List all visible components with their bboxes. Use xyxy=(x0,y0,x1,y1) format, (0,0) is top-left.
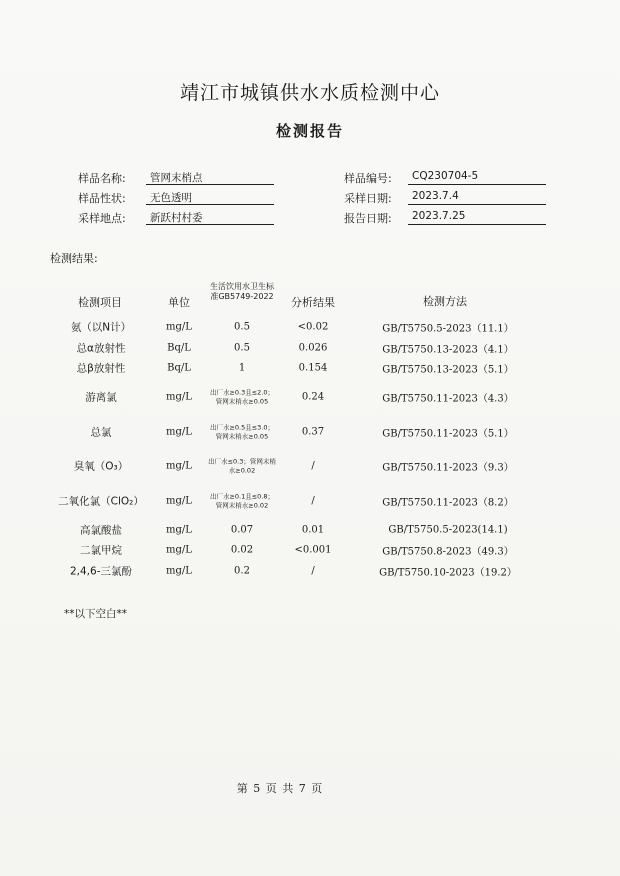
cell-result: 0.01 xyxy=(301,524,325,536)
header-result: 分析结果 xyxy=(291,296,335,309)
cell-standard: 出厂水≥0.1且≤0.8；管网末梢水≥0.02 xyxy=(209,492,275,509)
sample-name-value: 管网末梢点 xyxy=(146,170,274,185)
report-date-label: 报告日期: xyxy=(344,212,392,225)
page-number-footer: 第 5 页 共 7 页 xyxy=(236,782,324,795)
cell-method: GB/T5750.11-2023（4.3） xyxy=(382,393,514,405)
cell-standard: 0.02 xyxy=(230,544,254,556)
cell-standard: 1 xyxy=(238,362,246,374)
cell-result: / xyxy=(311,495,315,507)
header-standard: 生活饮用水卫生标准GB5749-2022 xyxy=(210,282,274,301)
cell-result: <0.02 xyxy=(297,321,329,333)
cell-method: GB/T5750.5-2023(14.1) xyxy=(388,524,508,536)
sample-number-value: CQ230704-5 xyxy=(408,170,546,185)
organization-title: 靖江市城镇供水水质检测中心 xyxy=(179,82,440,104)
sampling-date-row xyxy=(344,190,554,206)
cell-item: 氨（以N计） xyxy=(70,321,132,334)
report-date-value: 2023.7.25 xyxy=(408,210,546,225)
sample-appearance-row xyxy=(78,190,278,206)
cell-item: 游离氯 xyxy=(85,391,117,404)
cell-item: 2,4,6-三氯酚 xyxy=(69,565,132,578)
cell-result: 0.37 xyxy=(301,426,325,438)
cell-standard: 0.5 xyxy=(234,342,250,354)
sample-number-label: 样品编号: xyxy=(344,172,392,185)
cell-item: 总氯 xyxy=(90,426,112,439)
cell-unit: Bq/L xyxy=(167,342,191,354)
cell-unit: Bq/L xyxy=(167,362,191,374)
cell-item: 总α放射性 xyxy=(76,342,126,355)
sampling-location-label: 采样地点: xyxy=(78,212,126,225)
cell-result: 0.154 xyxy=(298,362,328,374)
cell-method: GB/T5750.13-2023（4.1） xyxy=(382,344,514,356)
sampling-location-value: 新跃村村委 xyxy=(146,210,274,225)
cell-result: 0.24 xyxy=(301,391,325,403)
sampling-location-row xyxy=(78,210,278,226)
sample-name-label: 样品名称: xyxy=(78,172,126,185)
cell-standard: 出厂水≥0.3且≤2.0；管网末梢水≥0.05 xyxy=(209,388,275,405)
report-title: 检测报告 xyxy=(275,122,344,140)
cell-method: GB/T5750.8-2023（49.3） xyxy=(382,546,514,558)
sampling-date-value: 2023.7.4 xyxy=(408,190,546,205)
report-date-row xyxy=(344,210,554,226)
cell-method: GB/T5750.11-2023（9.3） xyxy=(382,462,514,474)
blank-note: **以下空白** xyxy=(64,608,127,620)
cell-standard: 出厂水≥0.5且≤3.0；管网末梢水≥0.05 xyxy=(209,423,275,440)
cell-standard: 0.07 xyxy=(230,524,254,536)
results-section-label: 检测结果: xyxy=(50,252,98,265)
sampling-date-label: 采样日期: xyxy=(344,192,392,205)
sample-appearance-value: 无色透明 xyxy=(146,190,274,205)
sample-name-row xyxy=(78,170,278,186)
cell-item: 臭氧（O₃） xyxy=(73,460,129,473)
cell-standard: 出厂水≤0.3；管网末梢水≥0.02 xyxy=(208,457,276,474)
cell-result: 0.026 xyxy=(298,342,328,354)
cell-item: 总β放射性 xyxy=(76,362,126,375)
cell-item: 高氯酸盐 xyxy=(80,524,122,537)
cell-method: GB/T5750.10-2023（19.2） xyxy=(379,567,517,579)
cell-method: GB/T5750.11-2023（5.1） xyxy=(382,428,514,440)
cell-result: <0.001 xyxy=(294,544,332,556)
cell-unit: mg/L xyxy=(166,524,192,536)
cell-method: GB/T5750.5-2023（11.1） xyxy=(382,323,514,335)
header-unit: 单位 xyxy=(168,296,190,309)
cell-unit: mg/L xyxy=(166,321,192,333)
header-method: 检测方法 xyxy=(423,295,467,308)
cell-result: / xyxy=(311,565,315,577)
cell-standard: 0.5 xyxy=(234,321,250,333)
cell-unit: mg/L xyxy=(166,460,192,472)
cell-method: GB/T5750.11-2023（8.2） xyxy=(382,497,514,509)
cell-unit: mg/L xyxy=(166,391,192,403)
sample-number-row xyxy=(344,170,554,186)
header-item: 检测项目 xyxy=(78,296,122,309)
cell-unit: mg/L xyxy=(166,565,192,577)
sample-appearance-label: 样品性状: xyxy=(78,192,126,205)
cell-unit: mg/L xyxy=(166,426,192,438)
cell-result: / xyxy=(311,460,315,472)
cell-standard: 0.2 xyxy=(234,565,250,577)
cell-item: 二氧化氯（ClO₂） xyxy=(58,495,144,508)
cell-unit: mg/L xyxy=(166,495,192,507)
cell-item: 二氯甲烷 xyxy=(80,544,122,557)
cell-unit: mg/L xyxy=(166,544,192,556)
cell-method: GB/T5750.13-2023（5.1） xyxy=(382,364,514,376)
